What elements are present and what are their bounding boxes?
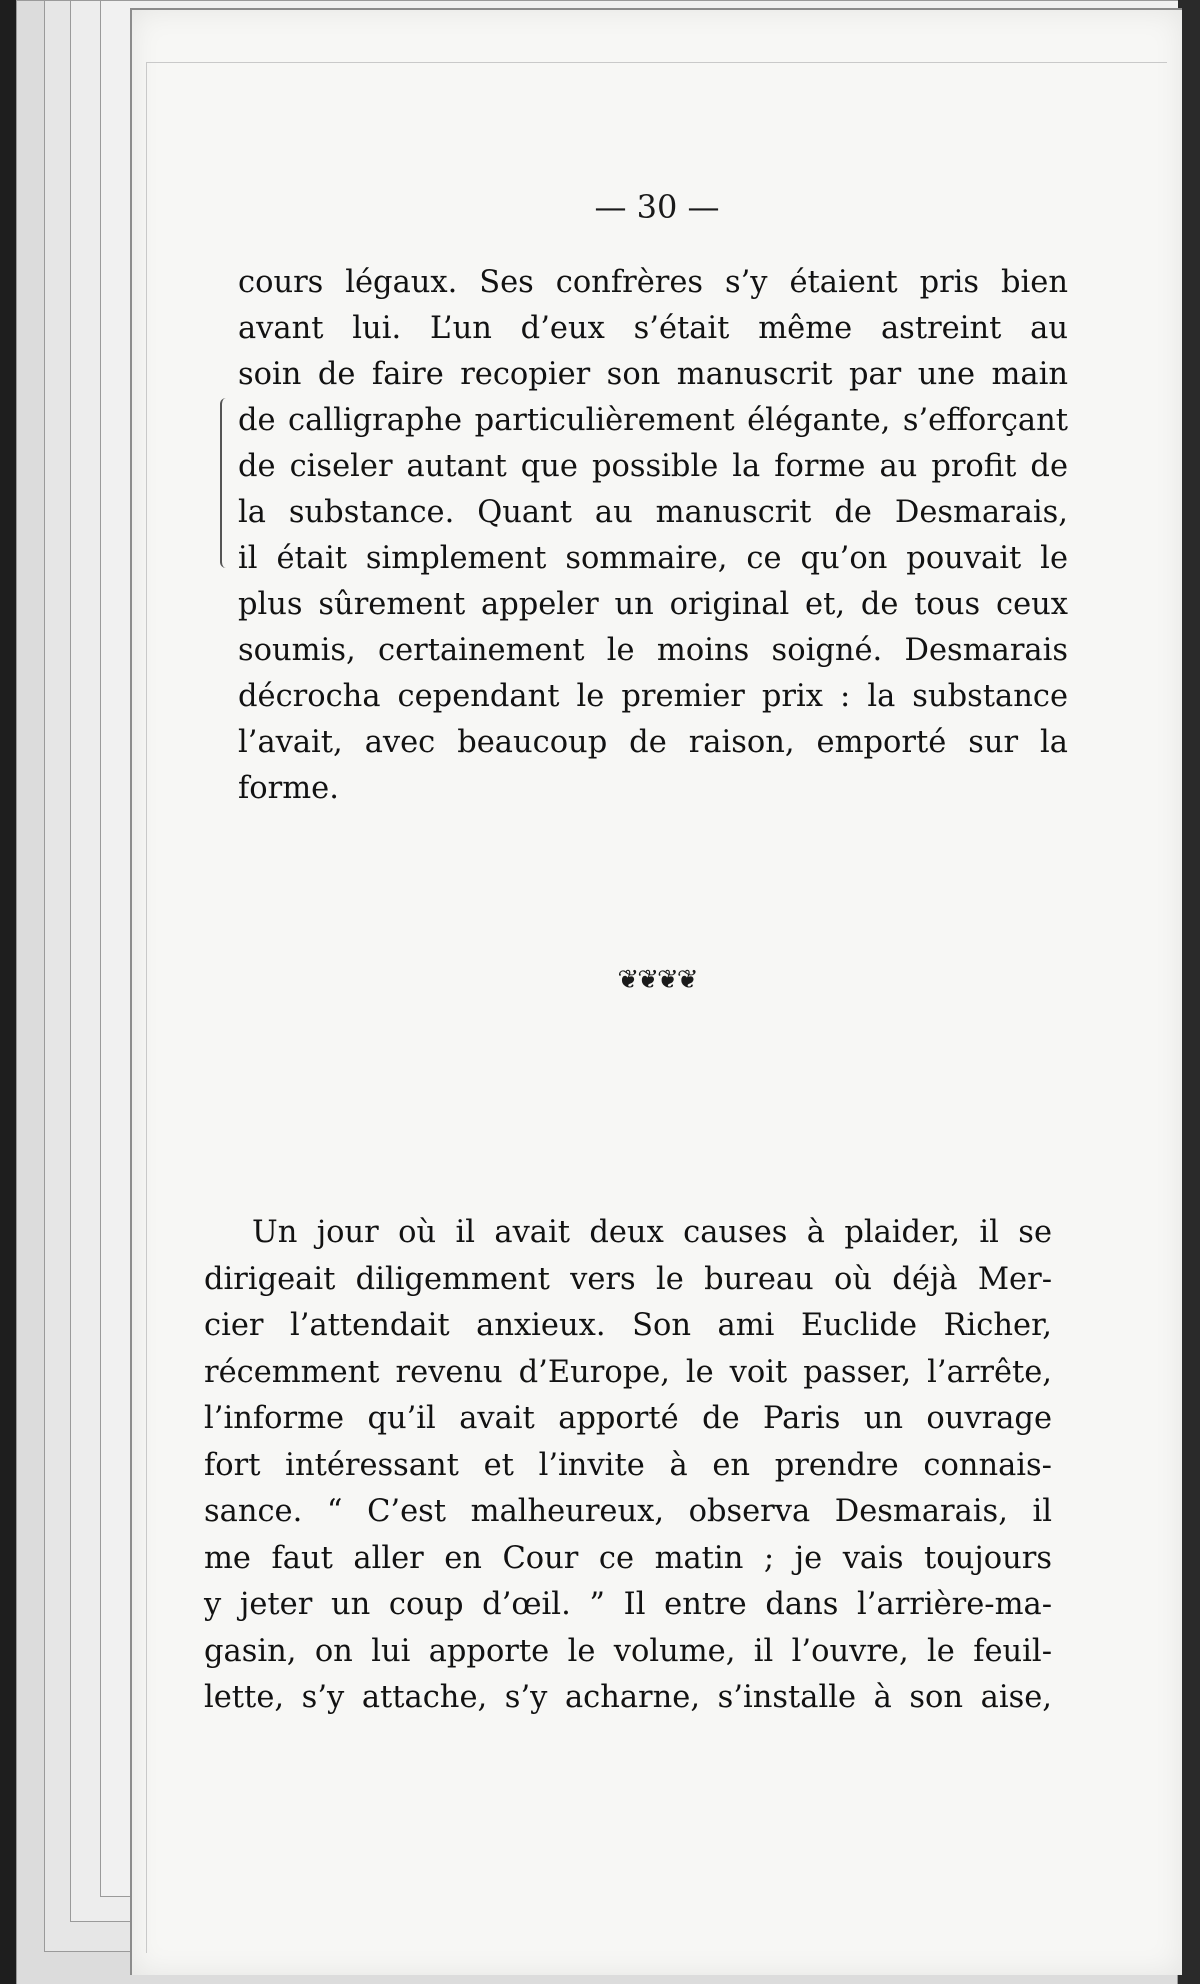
- text-line: plus sûrement appeler un original et, de tous ceux: [238, 587, 1068, 622]
- page-number: — 30 —: [594, 188, 720, 226]
- text-line: il était simplement sommaire, ce qu’on pouvait le: [238, 541, 1068, 576]
- text-line: fort intéressant et l’invite à en prendre connais-: [204, 1447, 1052, 1483]
- paragraph-2: [204, 1210, 1052, 1722]
- text-line: décrocha cependant le premier prix : la substance: [238, 679, 1068, 714]
- margin-bracket-mark: [220, 398, 230, 568]
- text-line: cier l’attendait anxieux. Son ami Euclide Richer,: [204, 1308, 1052, 1343]
- text-line: l’avait, avec beaucoup de raison, emporté sur la: [238, 725, 1068, 760]
- text-line: forme.: [238, 771, 339, 806]
- text-line: avant lui. L’un d’eux s’était même astreint au: [238, 311, 1068, 346]
- text-line: de calligraphe particulièrement élégante, s’efforçant: [238, 403, 1068, 438]
- text-line: soin de faire recopier son manuscrit par une main: [238, 357, 1068, 392]
- text-line: cours légaux. Ses confrères s’y étaient pris bien: [238, 265, 1068, 300]
- text-line: dirigeait diligemment vers le bureau où déjà Mer-: [204, 1261, 1052, 1297]
- text-line: Un jour où il avait deux causes à plaider, il se: [252, 1215, 1052, 1250]
- text-line: la substance. Quant au manuscrit de Desmarais,: [238, 495, 1068, 530]
- text-line: lette, s’y attache, s’y acharne, s’installe à son aise,: [204, 1680, 1052, 1715]
- text-line: y jeter un coup d’œil. ” Il entre dans l’arrière-ma-: [204, 1587, 1052, 1622]
- text-line: me faut aller en Cour ce matin ; je vais toujours: [204, 1540, 1052, 1576]
- text-line: récemment revenu d’Europe, le voit passer, l’arrête,: [204, 1354, 1052, 1390]
- text-line: de ciseler autant que possible la forme au profit de: [238, 449, 1068, 484]
- paragraph-1: [238, 260, 1068, 812]
- text-line: soumis, certainement le moins soigné. Desmarais: [238, 633, 1068, 668]
- section-ornament: ❦❦❦❦: [617, 965, 697, 995]
- text-line: sance. “ C’est malheureux, observa Desmarais, il: [204, 1494, 1052, 1529]
- book-page: [130, 8, 1182, 1975]
- text-line: gasin, on lui apporte le volume, il l’ouvre, le feuil-: [204, 1633, 1052, 1669]
- text-line: l’informe qu’il avait apporté de Paris un ouvrage: [204, 1401, 1052, 1436]
